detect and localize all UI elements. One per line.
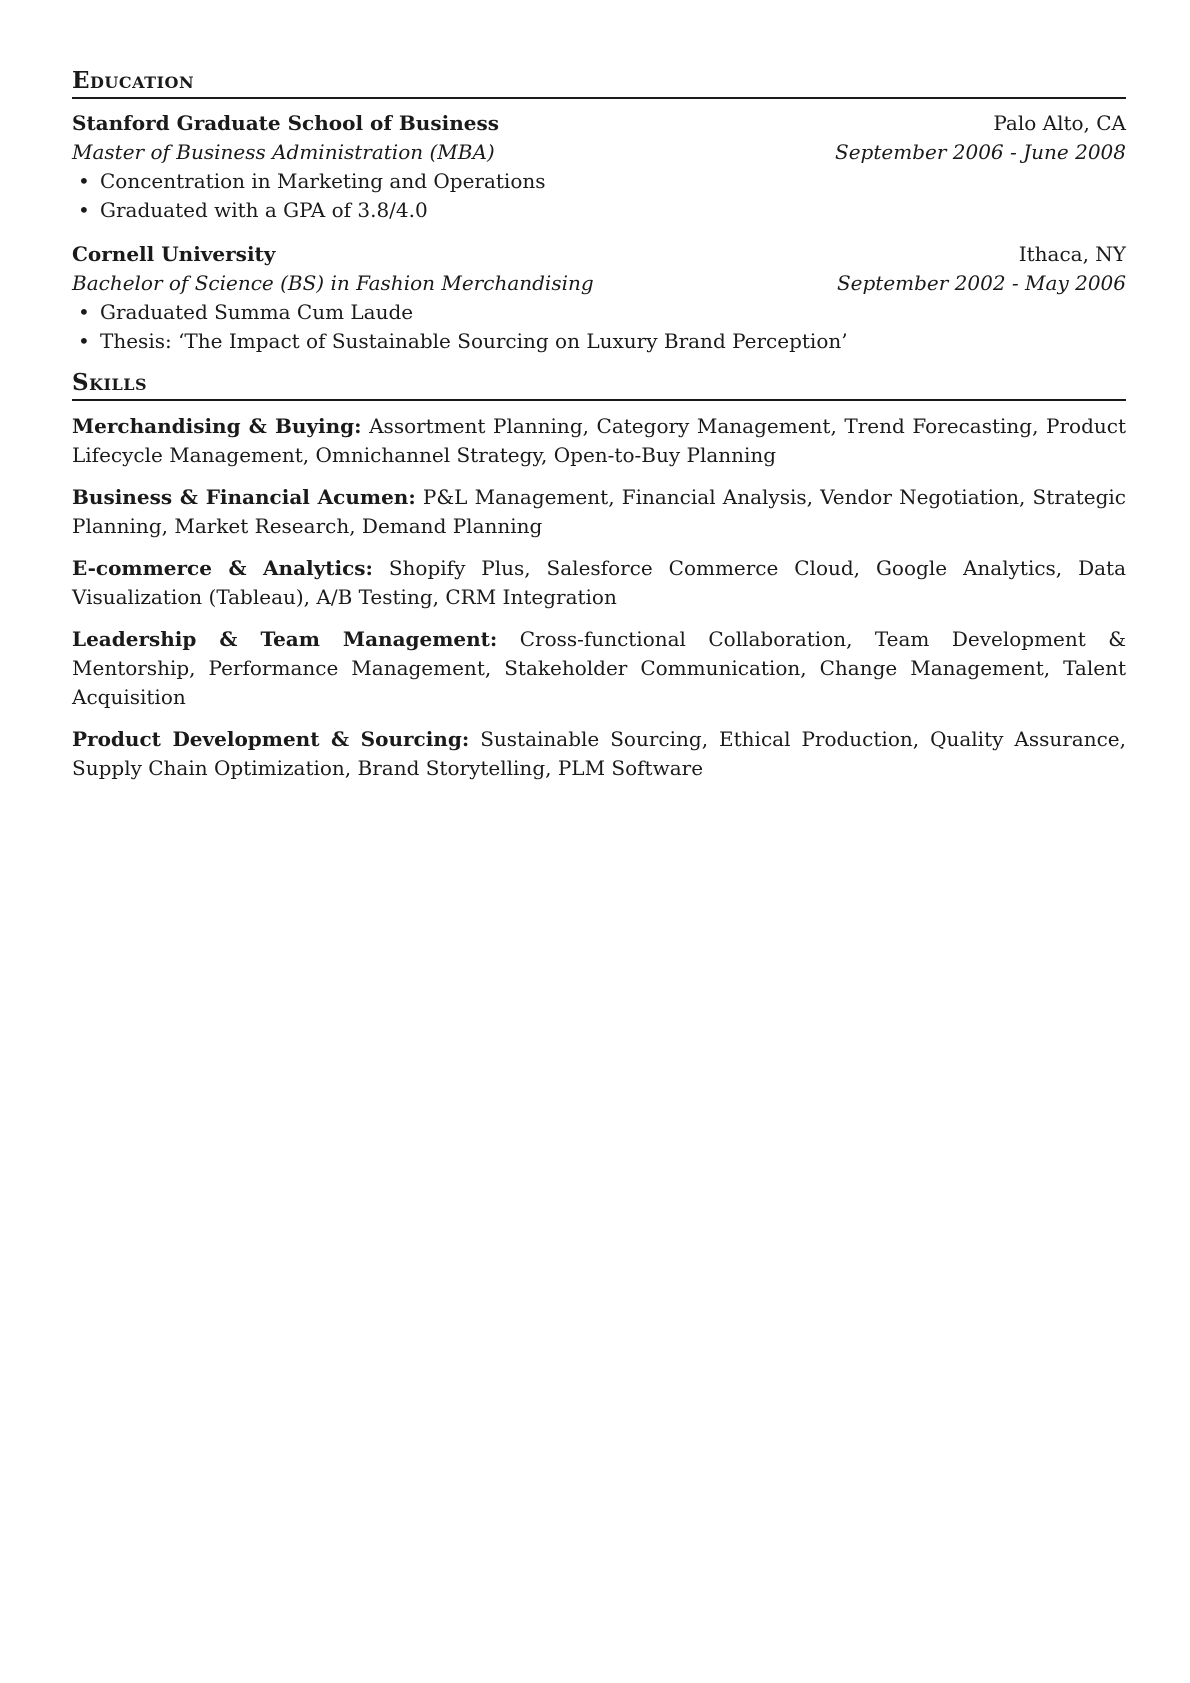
institution-location: Palo Alto, CA [993,111,1126,135]
degree-dates: September 2002 - May 2006 [836,271,1126,295]
skill-group-product [72,725,1126,783]
bullet-icon: • [78,329,90,353]
skill-label: Merchandising & Buying: [72,414,362,438]
bullet-text: Thesis: ‘The Impact of Sustainable Sourcing on Luxury Brand Perception’ [100,329,848,353]
bullet-icon: • [78,198,90,222]
education-entry-subheader [72,269,1126,298]
skill-group-merchandising [72,412,1126,470]
skill-label: Business & Financial Acumen: [72,485,416,509]
education-entry-subheader [72,138,1126,167]
education-heading: Education [72,66,1126,99]
skills-list [72,412,1126,783]
bullet-text: Graduated Summa Cum Laude [100,300,414,324]
list-item [72,167,1126,196]
list-item [72,298,1126,327]
skill-group-business [72,483,1126,541]
skill-label: E-commerce & Analytics: [72,556,373,580]
skill-text: Assortment Planning, Category Management, Trend Forecasting, Product Lifecycle Management, Omnichannel Strategy, Open-to-Buy Planning [72,414,1126,467]
resume-page [72,66,1126,796]
education-entry-cornell [72,240,1126,356]
skill-group-leadership [72,625,1126,712]
skill-text: Sustainable Sourcing, Ethical Production, Quality Assurance, Supply Chain Optimization, Brand Storytelling, PLM Software [72,727,1126,780]
education-entry-header [72,240,1126,269]
skill-text: Cross-functional Collaboration, Team Development & Mentorship, Performance Management, Stakeholder Communication, Change Management, Talent Acquisition [72,627,1127,709]
list-item [72,196,1126,225]
degree-name: Bachelor of Science (BS) in Fashion Merchandising [72,271,594,295]
education-bullets [72,167,1126,225]
institution-name: Stanford Graduate School of Business [72,111,499,135]
bullet-text: Concentration in Marketing and Operations [100,169,546,193]
education-bullets [72,298,1126,356]
bullet-icon: • [78,300,90,324]
bullet-text: Graduated with a GPA of 3.8/4.0 [100,198,428,222]
skill-label: Product Development & Sourcing: [72,727,470,751]
education-entry-header [72,109,1126,138]
education-entry-stanford [72,109,1126,225]
degree-dates: September 2006 - June 2008 [835,140,1126,164]
skill-text: P&L Management, Financial Analysis, Vendor Negotiation, Strategic Planning, Market Research, Demand Planning [72,485,1127,538]
bullet-icon: • [78,169,90,193]
skill-group-ecommerce [72,554,1126,612]
skills-heading: Skills [72,368,1126,401]
list-item [72,327,1126,356]
skill-text: Shopify Plus, Salesforce Commerce Cloud, Google Analytics, Data Visualization (Tableau), A/B Testing, CRM Integration [72,556,1127,609]
skill-label: Leadership & Team Management: [72,627,498,651]
institution-location: Ithaca, NY [1018,242,1126,266]
degree-name: Master of Business Administration (MBA) [72,140,495,164]
institution-name: Cornell University [72,242,276,266]
